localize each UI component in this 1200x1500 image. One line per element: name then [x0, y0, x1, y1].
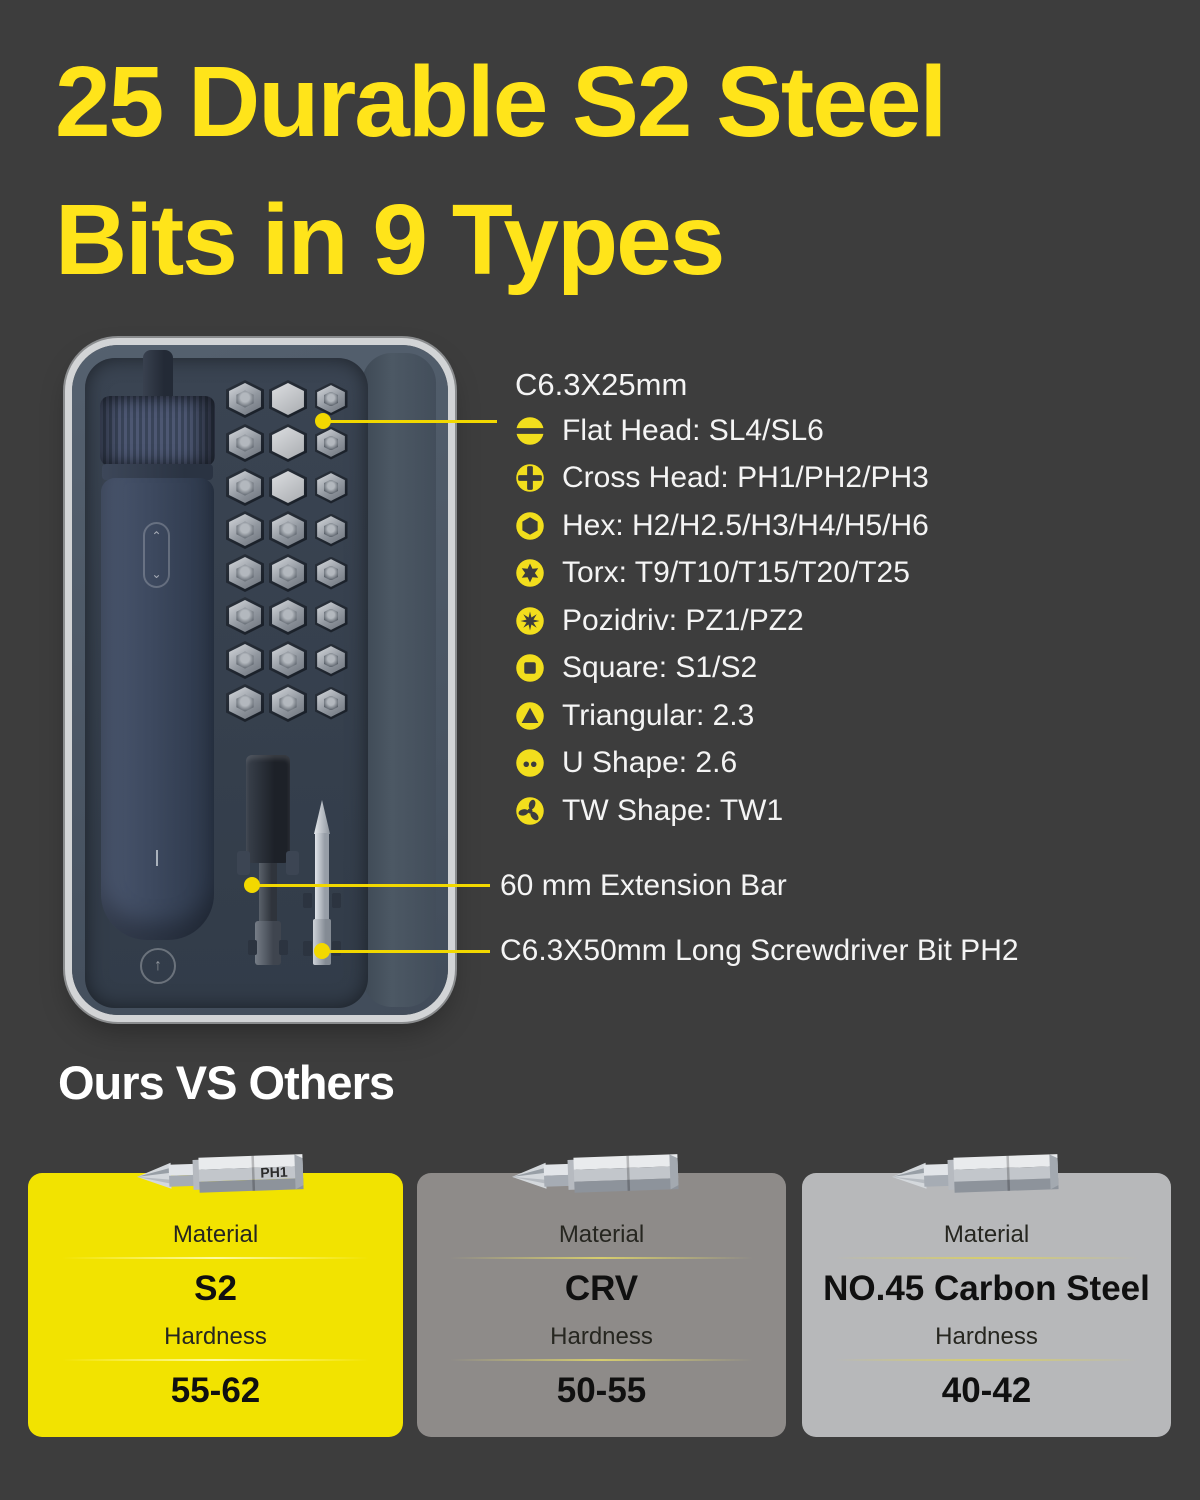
bit-type-label: Flat Head: SL4/SL6	[562, 413, 824, 447]
bit-type-label: Square: S1/S2	[562, 651, 758, 685]
bit-size-heading: C6.3X25mm	[515, 367, 688, 402]
material-label: Material	[558, 1221, 645, 1248]
title-line-1: 25 Durable S2 Steel	[55, 46, 946, 158]
callout-label-long-bit: C6.3X50mm Long Screwdriver Bit PH2	[500, 934, 1019, 967]
divider	[450, 1359, 753, 1361]
screwdriver-bit-image	[134, 1147, 306, 1201]
comparison-card	[802, 1173, 1171, 1437]
bit-type-row	[515, 550, 929, 598]
callout-label-extension-bar: 60 mm Extension Bar	[500, 869, 787, 902]
material-value: CRV	[564, 1269, 639, 1308]
material-value: S2	[194, 1269, 237, 1308]
comparison-heading: Ours VS Others	[58, 1056, 394, 1109]
pozidriv-icon	[515, 606, 545, 636]
case-inner-wall	[362, 353, 436, 1007]
divider	[450, 1257, 753, 1259]
hardness-value: 40-42	[941, 1371, 1032, 1410]
hex-icon	[515, 511, 545, 541]
bit-type-row	[515, 455, 929, 503]
material-value: NO.45 Carbon Steel	[823, 1269, 1150, 1308]
holder-clip	[332, 941, 341, 956]
holder-clip	[332, 893, 341, 908]
holder-clip	[303, 893, 312, 908]
flat-head-icon	[515, 416, 545, 446]
screwdriver-chuck	[143, 350, 173, 402]
extension-bar-shaft	[259, 863, 277, 921]
bit-type-row	[515, 787, 929, 835]
divider	[835, 1359, 1138, 1361]
divider	[835, 1257, 1138, 1259]
screwdriver-rocker-switch: ⌃ ⌄	[143, 522, 170, 588]
callout-line-long-bit	[328, 950, 490, 953]
callout-line-extension-bar	[258, 884, 490, 887]
screwdriver-bit-image	[889, 1147, 1061, 1201]
square-icon	[515, 653, 545, 683]
divider	[62, 1359, 370, 1361]
bit-type-label: Hex: H2/H2.5/H3/H4/H5/H6	[562, 508, 929, 542]
bit-type-row	[515, 502, 929, 550]
screwdriver-mark	[156, 850, 158, 866]
divider	[62, 1257, 370, 1259]
bit-type-label: U Shape: 2.6	[562, 746, 738, 780]
hardness-label: Hardness	[935, 1323, 1038, 1350]
hardness-label: Hardness	[164, 1323, 267, 1350]
callout-line-bit-grid	[329, 420, 497, 423]
bit-type-row	[515, 645, 929, 693]
bit-type-label: Pozidriv: PZ1/PZ2	[562, 603, 804, 637]
screwdriver-power-icon: ↑	[140, 948, 176, 984]
holder-clip	[303, 941, 312, 956]
bit-type-label: TW Shape: TW1	[562, 793, 784, 827]
holder-clip	[279, 940, 288, 955]
u-shape-icon	[515, 748, 545, 778]
bit-type-label: Cross Head: PH1/PH2/PH3	[562, 461, 929, 495]
title-line-2: Bits in 9 Types	[55, 184, 724, 296]
comparison-card	[417, 1173, 786, 1437]
extension-bar-image	[246, 755, 290, 863]
bit-type-row	[515, 597, 929, 645]
bit-type-row	[515, 407, 929, 455]
bit-type-list	[515, 407, 929, 835]
torx-icon	[515, 558, 545, 588]
bit-type-label: Torx: T9/T10/T15/T20/T25	[562, 556, 910, 590]
cross-head-icon	[515, 463, 545, 493]
hardness-value: 55-62	[170, 1371, 261, 1410]
material-label: Material	[172, 1221, 259, 1248]
holder-clip	[248, 940, 257, 955]
screwdriver-bit-image	[509, 1147, 681, 1201]
electric-screwdriver-image	[100, 350, 215, 990]
hardness-label: Hardness	[550, 1323, 653, 1350]
bit-type-row	[515, 692, 929, 740]
extension-bar-hex-end	[255, 921, 281, 965]
holder-clip	[237, 851, 250, 875]
tw-shape-icon	[515, 796, 545, 826]
bit-type-row	[515, 740, 929, 788]
screwdriver-ribbed-cap	[100, 396, 215, 466]
hardness-value: 50-55	[556, 1371, 647, 1410]
bit-case-image	[72, 345, 448, 1015]
comparison-card	[28, 1173, 403, 1437]
holder-clip	[286, 851, 299, 875]
bit-type-label: Triangular: 2.3	[562, 698, 755, 732]
material-label: Material	[943, 1221, 1030, 1248]
svg-text:PH1: PH1	[260, 1163, 288, 1181]
long-bit-shank	[315, 833, 329, 919]
triangular-icon	[515, 701, 545, 731]
